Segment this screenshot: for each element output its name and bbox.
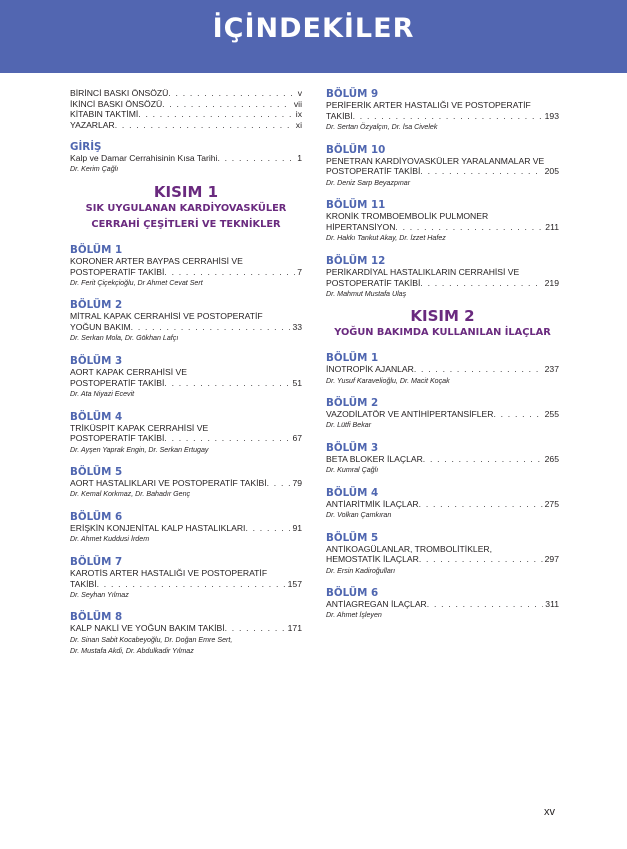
- chapter-title-final-line: [70, 579, 302, 590]
- chapter-label: BÖLÜM 1: [70, 243, 123, 256]
- chapter-title-final-line: [70, 523, 302, 534]
- toc-chapter-entry[interactable]: [70, 299, 302, 344]
- chapter-authors: Dr. Ersin Kadiroğulları: [326, 566, 396, 575]
- dot-leader: [115, 120, 294, 131]
- dot-leader: [419, 499, 543, 510]
- chapter-title-text: POSTOPERATİF TAKİBİ: [70, 433, 165, 444]
- chapter-authors: Dr. Sertan Özyalçın, Dr. İsa Civelek: [326, 123, 438, 132]
- toc-chapter-entry[interactable]: [326, 88, 559, 133]
- chapter-authors: Dr. Mahmut Mustafa Ulaş: [326, 289, 407, 298]
- toc-chapter-entry[interactable]: [326, 397, 559, 431]
- chapter-title-text: TAKİBİ: [326, 110, 353, 121]
- toc-chapter-entry[interactable]: [70, 411, 302, 456]
- kisim-2-chapter-list: [326, 352, 559, 621]
- dot-leader: [138, 109, 294, 120]
- dot-leader: [245, 523, 290, 534]
- chapter-title-final-line: [326, 364, 559, 375]
- chapter-label: BÖLÜM 10: [326, 143, 386, 156]
- toc-page-number: 171: [287, 623, 302, 634]
- front-matter-list: [70, 88, 302, 130]
- chapter-authors: Dr. Sinan Sabit Kocabeyoğlu, Dr. Doğan Emre Sert,: [70, 635, 233, 644]
- chapter-title-text: POSTOPERATİF TAKİBİ: [70, 377, 165, 388]
- chapter-authors: Dr. Lütfi Bekar: [326, 421, 372, 430]
- toc-page-number: 219: [544, 277, 559, 288]
- chapter-label: BÖLÜM 2: [70, 299, 123, 312]
- dot-leader: [427, 599, 544, 610]
- toc-chapter-entry[interactable]: [326, 352, 559, 386]
- toc-page-number: 7: [297, 266, 302, 277]
- toc-page-number: 79: [292, 478, 302, 489]
- chapter-label: BÖLÜM 5: [326, 531, 379, 544]
- chapter-title-line: KAROTİS ARTER HASTALIĞI VE POSTOPERATİF: [70, 567, 268, 578]
- chapter-title-line: KRONİK TROMBOEMBOLİK PULMONER: [326, 211, 489, 222]
- toc-page-number: 205: [544, 166, 559, 177]
- chapter-title-text: POSTOPERATİF TAKİBİ: [70, 266, 165, 277]
- toc-entry-title: YAZARLAR: [70, 119, 115, 130]
- chapter-title-line: PENETRAN KARDİYOVASKÜLER YARALANMALAR VE: [326, 155, 545, 166]
- chapter-title-final-line: [326, 499, 559, 510]
- kisim-title: KISIM 1: [153, 182, 219, 201]
- toc-chapter-entry[interactable]: [70, 141, 302, 175]
- chapter-label: BÖLÜM 1: [326, 352, 379, 365]
- chapter-title-final-line: [326, 554, 559, 565]
- chapter-title-line: PERİFERİK ARTER HASTALIĞI VE POSTOPERATİF: [326, 100, 531, 110]
- toc-page-number: 193: [544, 110, 559, 121]
- chapter-title-final-line: [70, 322, 302, 333]
- kisim-1-chapter-list-continued: [326, 88, 559, 299]
- toc-left-column: [70, 88, 302, 656]
- toc-entry-title: KİTABIN TAKTİMİ: [70, 109, 139, 119]
- chapter-title-final-line: [326, 111, 559, 122]
- toc-chapter-entry[interactable]: [326, 487, 559, 521]
- chapter-authors: Dr. Deniz Sarp Beyazpınar: [326, 178, 411, 187]
- kisim-subtitle-line: YOĞUN BAKIMDA KULLANILAN İLAÇLAR: [334, 327, 551, 339]
- chapter-title-line: AORT KAPAK CERRAHİSİ VE: [70, 366, 188, 377]
- chapter-label: BÖLÜM 7: [70, 555, 123, 568]
- toc-page-number: xi: [295, 119, 302, 130]
- chapter-authors: Dr. Seyhan Yılmaz: [70, 590, 129, 599]
- dot-leader: [217, 153, 295, 164]
- giris-section: [70, 141, 302, 175]
- chapter-title-text: İNOTROPİK AJANLAR: [326, 364, 414, 375]
- toc-chapter-entry[interactable]: [326, 199, 559, 244]
- chapter-label: BÖLÜM 12: [326, 254, 386, 267]
- chapter-title-text: ERİŞKİN KONJENİTAL KALP HASTALIKLARI: [70, 522, 246, 533]
- kisim-1-heading: [70, 184, 302, 233]
- dot-leader: [164, 378, 290, 389]
- chapter-title-final-line: [326, 222, 559, 233]
- chapter-label: BÖLÜM 3: [70, 354, 123, 367]
- toc-chapter-entry[interactable]: [70, 611, 302, 656]
- chapter-title-text: Kalp ve Damar Cerrahisinin Kısa Tarihi: [70, 153, 218, 163]
- toc-page-number: 311: [545, 599, 559, 610]
- chapter-title-line: PERİKARDİYAL HASTALIKLARIN CERRAHİSİ VE: [326, 266, 520, 277]
- chapter-label: BÖLÜM 2: [326, 397, 379, 410]
- chapter-title-final-line: [326, 278, 559, 289]
- chapter-title-final-line: [326, 166, 559, 177]
- chapter-title-text: ANTİAGREGAN İLAÇLAR: [326, 599, 427, 610]
- chapter-authors: Dr. Ahmet İşleyen: [326, 611, 382, 620]
- kisim-1-chapter-list: [70, 244, 302, 656]
- dot-leader: [395, 222, 543, 233]
- dot-leader: [420, 278, 542, 289]
- dot-leader: [420, 166, 542, 177]
- dot-leader: [168, 88, 295, 99]
- chapter-label: BÖLÜM 4: [326, 486, 379, 499]
- chapter-authors: Dr. Yusuf Karavelioğlu, Dr. Macit Koçak: [326, 376, 450, 385]
- chapter-authors: Dr. Kumral Çağlı: [326, 466, 379, 475]
- chapter-title-final-line: [70, 433, 302, 444]
- dot-leader: [164, 433, 290, 444]
- toc-chapter-entry[interactable]: [70, 511, 302, 545]
- toc-page-number: 211: [545, 221, 559, 232]
- chapter-authors: Dr. Hakkı Tankut Akay, Dr. İzzet Hafez: [326, 234, 446, 243]
- toc-page-number: 255: [544, 409, 559, 420]
- toc-chapter-entry[interactable]: [326, 144, 559, 189]
- toc-page-number: ix: [295, 109, 302, 119]
- page-title: İÇİNDEKİLER: [212, 13, 415, 44]
- chapter-title-final-line: [326, 454, 559, 465]
- dot-leader: [423, 454, 543, 465]
- page-number: xv: [544, 806, 555, 818]
- toc-page-number: 33: [292, 322, 302, 333]
- front-matter-item[interactable]: [70, 99, 302, 110]
- toc-chapter-entry[interactable]: [70, 556, 302, 601]
- dot-leader: [131, 322, 291, 333]
- toc-chapter-entry[interactable]: [326, 442, 559, 476]
- toc-page-number: 265: [544, 453, 559, 464]
- toc-entry-title: BİRİNCİ BASKI ÖNSÖZÜ: [70, 88, 169, 98]
- toc-chapter-entry[interactable]: [70, 355, 302, 400]
- kisim-subtitle-line: CERRAHİ ÇEŞİTLERİ VE TEKNİKLER: [91, 218, 281, 230]
- chapter-label: BÖLÜM 8: [70, 611, 123, 624]
- front-matter-item[interactable]: [70, 88, 302, 99]
- toc-page-number: 1: [297, 153, 302, 163]
- chapter-label: BÖLÜM 9: [326, 88, 379, 100]
- dot-leader: [419, 554, 543, 565]
- toc-page-number: 157: [287, 578, 302, 589]
- toc-right-column: [326, 88, 559, 621]
- chapter-title-text: VAZODİLATÖR VE ANTİHİPERTANSİFLER: [326, 409, 494, 420]
- chapter-authors: Dr. Volkan Çamkıran: [326, 511, 392, 520]
- chapter-label: BÖLÜM 3: [326, 441, 379, 454]
- chapter-title-text: HİPERTANSİYON: [326, 221, 396, 232]
- dot-leader: [493, 409, 542, 420]
- chapter-title-final-line: [70, 153, 302, 164]
- header-band: [0, 0, 627, 73]
- toc-entry-title: İKİNCİ BASKI ÖNSÖZÜ: [70, 98, 163, 109]
- dot-leader: [164, 267, 295, 278]
- chapter-authors: Dr. Kerim Çağlı: [70, 165, 119, 174]
- chapter-authors: Dr. Mustafa Akdi, Dr. Abdulkadir Yılmaz: [70, 646, 194, 655]
- dot-leader: [414, 364, 543, 375]
- kisim-title: KISIM 2: [410, 307, 475, 326]
- chapter-title-final-line: [70, 478, 302, 489]
- chapter-label: BÖLÜM 5: [70, 466, 123, 479]
- chapter-authors: Dr. Serkan Mola, Dr. Gökhan Lafçı: [70, 334, 179, 343]
- toc-chapter-entry[interactable]: [326, 255, 559, 300]
- chapter-authors: Dr. Ayşen Yaprak Engin, Dr. Serkan Ertugay: [70, 445, 209, 454]
- toc-chapter-entry[interactable]: [70, 244, 302, 289]
- chapter-title-line: ANTİKOAGÜLANLAR, TROMBOLİTİKLER,: [326, 543, 493, 554]
- chapter-title-final-line: [70, 623, 302, 634]
- chapter-authors: Dr. Ahmet Kuddusi İrdem: [70, 535, 150, 544]
- dot-leader: [267, 478, 291, 489]
- front-matter-item[interactable]: [70, 109, 302, 120]
- toc-page-number: 67: [292, 433, 302, 444]
- kisim-2-heading: [326, 308, 559, 341]
- toc-page-number: 297: [544, 554, 559, 565]
- chapter-label: GİRİŞ: [70, 141, 102, 153]
- chapter-label: BÖLÜM 11: [326, 199, 386, 212]
- chapter-title-line: MİTRAL KAPAK CERRAHİSİ VE POSTOPERATİF: [70, 311, 263, 322]
- chapter-title-text: HEMOSTATİK İLAÇLAR: [326, 554, 419, 565]
- toc-page-number: 51: [292, 377, 302, 388]
- chapter-title-text: KALP NAKLİ VE YOĞUN BAKIM TAKİBİ: [70, 623, 225, 634]
- chapter-authors: Dr. Kemal Korkmaz, Dr. Bahadır Genç: [70, 490, 191, 499]
- front-matter-item[interactable]: [70, 120, 302, 131]
- chapter-title-text: YOĞUN BAKIM: [70, 322, 131, 333]
- toc-page-number: 237: [544, 364, 559, 375]
- chapter-label: BÖLÜM 6: [70, 510, 123, 523]
- toc-page-number: 275: [544, 498, 559, 509]
- chapter-title-text: POSTOPERATİF TAKİBİ: [326, 277, 421, 288]
- chapter-title-final-line: [70, 378, 302, 389]
- dot-leader: [162, 99, 292, 110]
- toc-page-number: v: [297, 88, 302, 98]
- chapter-title-text: AORT HASTALIKLARI VE POSTOPERATİF TAKİBİ: [70, 478, 267, 489]
- chapter-label: BÖLÜM 6: [326, 587, 379, 600]
- toc-page-number: 91: [292, 522, 302, 533]
- toc-page-number: vii: [293, 98, 302, 109]
- toc-chapter-entry[interactable]: [70, 466, 302, 500]
- dot-leader: [225, 623, 286, 634]
- kisim-subtitle-line: SIK UYGULANAN KARDİYOVASKÜLER: [85, 202, 287, 214]
- chapter-title-line: TRİKÜSPİT KAPAK CERRAHİSİ VE: [70, 422, 209, 433]
- dot-leader: [353, 111, 543, 122]
- chapter-title-text: TAKİBİ: [70, 578, 97, 589]
- chapter-title-line: KORONER ARTER BAYPAS CERRAHİSİ VE: [70, 255, 243, 266]
- chapter-title-final-line: [326, 599, 559, 610]
- chapter-title-text: ANTİARİTMİK İLAÇLAR: [326, 498, 419, 509]
- chapter-title-final-line: [326, 409, 559, 420]
- dot-leader: [97, 579, 286, 590]
- chapter-label: BÖLÜM 4: [70, 410, 123, 423]
- chapter-title-text: BETA BLOKER İLAÇLAR: [326, 453, 423, 464]
- chapter-title-final-line: [70, 267, 302, 278]
- toc-chapter-entry[interactable]: [326, 587, 559, 621]
- chapter-title-text: POSTOPERATİF TAKİBİ: [326, 166, 421, 177]
- toc-chapter-entry[interactable]: [326, 532, 559, 577]
- chapter-authors: Dr. Ferit Çiçekçioğlu, Dr Ahmet Cevat Sert: [70, 278, 203, 287]
- chapter-authors: Dr. Ata Niyazi Ecevit: [70, 390, 135, 399]
